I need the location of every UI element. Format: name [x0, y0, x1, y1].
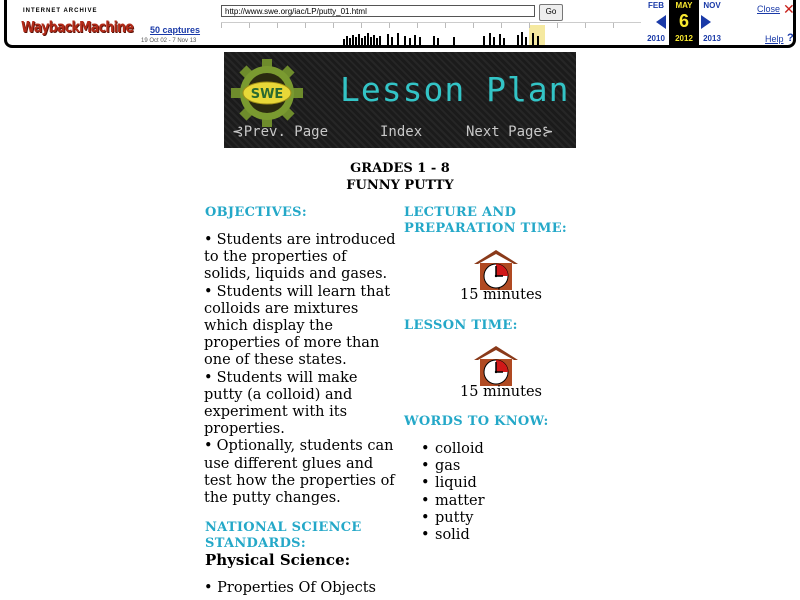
help-icon[interactable]: ?: [787, 32, 794, 44]
sparkline-year-tick: [585, 23, 586, 28]
current-year: 2012: [675, 34, 693, 43]
sparkline-capture-bar: [352, 35, 354, 45]
physical-science-subheading: Physical Science:: [205, 551, 351, 569]
sparkline-capture-bar: [387, 34, 389, 45]
sparkline-capture-bar: [409, 38, 411, 45]
sparkline-capture-bar: [517, 35, 519, 45]
word-item: • gas: [405, 458, 485, 475]
words-to-know-heading: WORDS TO KNOW:: [404, 414, 549, 429]
lesson-time-value: 15 minutes: [460, 384, 542, 400]
objective-item: • Optionally, students can use different glues and test how the properties of the putty changes.: [204, 438, 395, 507]
wayback-logo[interactable]: [21, 6, 134, 40]
sparkline-year-tick: [613, 23, 614, 28]
sparkline-capture-bar: [349, 38, 351, 45]
objective-item: • Students will make putty (a colloid) and experiment with its properties.: [204, 369, 358, 438]
sparkline-capture-bar: [391, 37, 393, 45]
capture-sparkline[interactable]: [221, 22, 641, 45]
captures-link[interactable]: 50 captures: [149, 25, 201, 35]
lesson-time-heading: LESSON TIME:: [404, 318, 518, 333]
objectives-list: [204, 232, 396, 507]
prev-page-label: Prev. Page: [243, 124, 329, 140]
next-page-link[interactable]: Next Page⊱: [466, 124, 554, 140]
objectives-heading: OBJECTIVES:: [205, 205, 307, 220]
sparkline-capture-bar: [358, 34, 360, 45]
sparkline-capture-bar: [433, 36, 435, 45]
next-capture-column[interactable]: [697, 0, 727, 43]
sparkline-capture-bar: [483, 36, 485, 45]
sparkline-capture-bar: [367, 33, 369, 45]
objective-item: • Students are introduced to the properties of solids, liquids and gases.: [204, 232, 396, 283]
standard-item: • Properties Of Objects: [204, 580, 376, 596]
prep-time-heading: [404, 205, 567, 237]
swe-logo-text: SWE: [250, 87, 284, 102]
prep-time-heading-line2: PREPARATION TIME:: [404, 221, 568, 236]
sparkline-capture-bar: [364, 36, 366, 45]
objective-item: • Students will learn that colloids are mixtures which display the properties of more than one of these states.: [204, 283, 391, 369]
sparkline-capture-bar: [414, 35, 416, 45]
sparkline-capture-bar: [346, 36, 348, 45]
wayback-logo-main: WaybackMachine: [21, 18, 134, 36]
sparkline-capture-bar: [370, 37, 372, 45]
current-day: 6: [678, 11, 689, 31]
words-to-know-list: [405, 441, 485, 544]
swe-gear-logo-icon: [228, 58, 306, 128]
current-capture-column: [669, 0, 699, 45]
sparkline-capture-bar: [437, 38, 439, 45]
sparkline-capture-bar: [379, 36, 381, 45]
url-input[interactable]: http://www.swe.org/iac/LP/putty_01.html: [221, 5, 535, 17]
go-button[interactable]: Go: [539, 4, 563, 21]
standards-heading: [205, 520, 362, 552]
sparkline-capture-bar: [361, 38, 363, 45]
sparkline-year-tick: [305, 23, 306, 28]
sparkline-capture-bar: [521, 32, 523, 45]
standards-heading-line2: STANDARDS:: [205, 536, 306, 551]
clock-house-icon: [472, 248, 520, 292]
prev-capture-column[interactable]: [641, 0, 671, 43]
sparkline-year-tick: [277, 23, 278, 28]
next-capture-arrow-icon[interactable]: [701, 15, 711, 29]
sparkline-capture-bar: [376, 38, 378, 45]
sparkline-capture-bar: [499, 34, 501, 45]
sparkline-capture-bar: [343, 39, 345, 45]
prep-time-value: 15 minutes: [460, 287, 542, 303]
sparkline-capture-bar: [419, 37, 421, 45]
close-link[interactable]: Close: [757, 4, 781, 14]
sparkline-year-tick: [501, 23, 502, 28]
capture-date-range: 19 Oct 02 - 7 Nov 13: [141, 38, 197, 44]
wayback-toolbar: [4, 0, 796, 48]
sparkline-capture-bar: [489, 33, 491, 45]
sparkline-capture-bar: [532, 33, 534, 45]
current-month: MAY: [675, 1, 693, 10]
sparkline-capture-bar: [525, 37, 527, 45]
sparkline-capture-bar: [397, 33, 399, 45]
prev-year[interactable]: 2010: [647, 34, 665, 43]
sparkline-year-tick: [221, 23, 222, 28]
sparkline-year-tick: [557, 23, 558, 28]
sparkline-year-tick: [389, 23, 390, 28]
word-item: • solid: [405, 527, 485, 544]
sparkline-capture-bar: [355, 37, 357, 45]
sparkline-year-tick: [361, 23, 362, 28]
prev-capture-arrow-icon[interactable]: [656, 15, 666, 29]
prev-month: FEB: [648, 1, 664, 10]
word-item: • liquid: [405, 475, 485, 492]
sparkline-capture-bar: [537, 36, 539, 45]
help-link[interactable]: Help: [765, 34, 784, 44]
word-item: • putty: [405, 510, 485, 527]
index-link[interactable]: Index: [380, 124, 423, 140]
next-year[interactable]: 2013: [703, 34, 721, 43]
grades-heading: GRADES 1 - 8: [350, 161, 450, 176]
sparkline-year-tick: [529, 23, 530, 28]
sparkline-year-tick: [473, 23, 474, 28]
next-page-label: Next Page: [466, 124, 542, 140]
sparkline-capture-bar: [453, 37, 455, 45]
close-icon[interactable]: ✕: [783, 1, 795, 17]
next-month: NOV: [703, 1, 721, 10]
sparkline-year-tick: [333, 23, 334, 28]
sparkline-year-tick: [249, 23, 250, 28]
sparkline-capture-bar: [493, 37, 495, 45]
sparkline-capture-bar: [373, 35, 375, 45]
word-item: • colloid: [405, 441, 485, 458]
prev-page-link[interactable]: ⊰Prev. Page: [232, 124, 329, 140]
sparkline-year-tick: [417, 23, 418, 28]
wayback-logo-top: INTERNET ARCHIVE: [23, 8, 98, 14]
sparkline-year-tick: [445, 23, 446, 28]
lesson-title: FUNNY PUTTY: [346, 178, 454, 193]
sparkline-capture-bar: [404, 36, 406, 45]
word-item: • matter: [405, 493, 485, 510]
banner-title: Lesson Plan: [340, 70, 570, 109]
sparkline-capture-bar: [503, 38, 505, 45]
standards-heading-line1: NATIONAL SCIENCE: [205, 520, 362, 535]
clock-house-icon: [472, 344, 520, 388]
prep-time-heading-line1: LECTURE AND: [404, 205, 517, 220]
